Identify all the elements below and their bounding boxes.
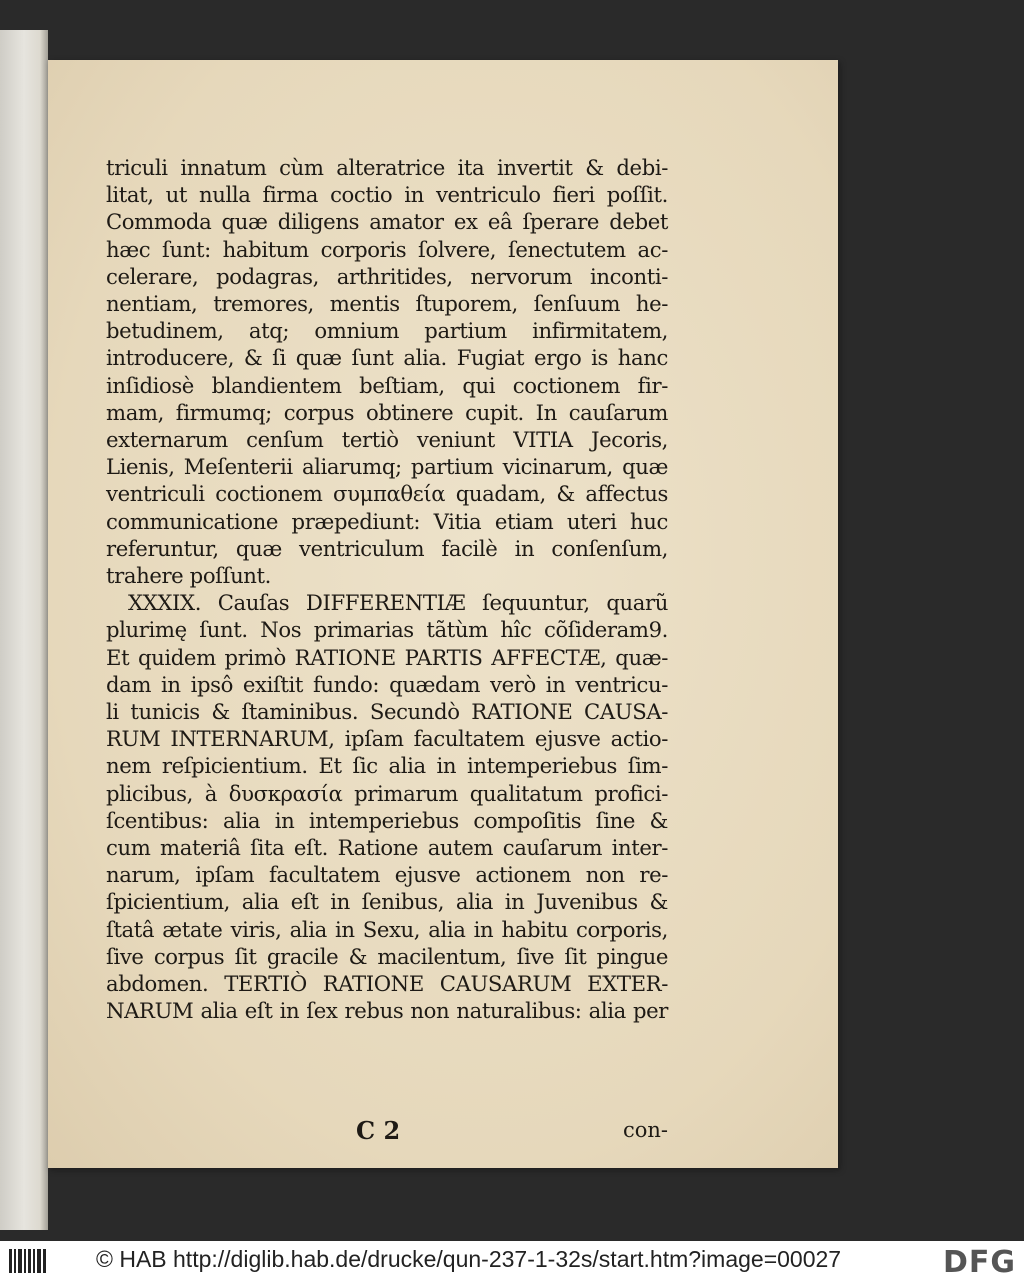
text-line: nentiam, tremores, mentis ſtuporem, ſenſuum he- [106, 291, 668, 317]
text-line: nem reſpicientium. Et ſic alia in intemperiebus ſim- [106, 753, 668, 779]
text-line: inſidiosè blandientem beſtiam, qui coctionem fir- [106, 372, 668, 398]
text-line: celerare, podagras, arthritides, nervorum inconti- [106, 263, 668, 289]
text-line: mam, firmumq; corpus obtinere cupit. In cauſarum [106, 399, 668, 425]
text-line: trahere poſſunt. [106, 563, 272, 589]
text-line: narum, ipſam facultatem ejusve actionem non re- [106, 862, 668, 888]
text-line: plicibus, à δυσκρασία primarum qualitatum profici- [106, 780, 668, 806]
dfg-logo: DFG [942, 1245, 1016, 1280]
text-line: litat, ut nulla firma coctio in ventriculo fieri poſſit. [106, 182, 668, 208]
text-line: RUM INTERNARUM, ipſam facultatem ejusve actio- [106, 726, 668, 752]
text-line: betudinem, atq; omnium partium infirmitatem, [106, 318, 668, 344]
left-page-edge [0, 30, 48, 1230]
copyright-bar [0, 1241, 1024, 1281]
copyright-url-text: © HAB http://diglib.hab.de/drucke/qun-237-1-32s/start.htm?image=00027 [96, 1246, 842, 1272]
text-line: cum materiâ ſita eſt. Ratione autem cauſarum inter- [106, 835, 668, 861]
text-line: Et quidem primò RATIONE PARTIS AFFECTÆ, quæ- [106, 644, 668, 670]
text-line: li tunicis & ſtaminibus. Secundò RATIONE CAUSA- [106, 699, 668, 725]
page-footer [106, 1116, 668, 1146]
text-line: externarum cenſum tertiò veniunt VITIA Jecoris, [106, 427, 668, 453]
text-line: plurimę ſunt. Nos primarias tãtùm hîc cõſideram9. [106, 617, 668, 643]
text-line: ventriculi coctionem συμπαθεία quadam, & affectus [106, 481, 668, 507]
text-line: Lienis, Meſenterii aliarumq; partium vicinarum, quæ [106, 454, 668, 480]
gutter-shadow [40, 30, 48, 1230]
text-line: hæc ſunt: habitum corporis ſolvere, ſenectutem ac- [106, 236, 668, 262]
signature-mark: C 2 [356, 1116, 401, 1145]
catchword: con- [622, 1118, 668, 1142]
text-line: NARUM alia eſt in ſex rebus non naturalibus: alia per [106, 998, 668, 1024]
text-line: ſive corpus ſit gracile & macilentum, ſive ſit pingue [106, 943, 668, 969]
text-line: ſtatâ ætate viris, alia in Sexu, alia in habitu corporis, [106, 916, 668, 942]
text-line: ſcentibus: alia in intemperiebus compoſitis ſine & [106, 807, 668, 833]
text-line: referuntur, quæ ventriculum facilè in conſenſum, [106, 535, 668, 561]
text-line: Commoda quæ diligens amator ex eâ ſperare debet [106, 209, 668, 235]
barcode-bars-icon [8, 1247, 48, 1275]
text-line: abdomen. TERTIÒ RATIONE CAUSARUM EXTER- [106, 971, 668, 997]
text-line: ſpicientium, alia eſt in ſenibus, alia in Juvenibus & [106, 889, 668, 915]
page-text [106, 154, 668, 1025]
text-line: triculi innatum cùm alteratrice ita invertit & debi- [106, 155, 668, 180]
text-line: introducere, & ſi quæ ſunt alia. Fugiat ergo is hanc [106, 345, 668, 371]
text-line: communicatione præpediunt: Vitia etiam uteri huc [106, 508, 668, 534]
book-page [48, 60, 838, 1168]
text-line: XXXIX. Cauſas DIFFERENTIÆ ſequuntur, quarũ [128, 590, 668, 616]
text-line: dam in ipsô exiſtit fundo: quædam verò in ventricu- [106, 671, 668, 697]
